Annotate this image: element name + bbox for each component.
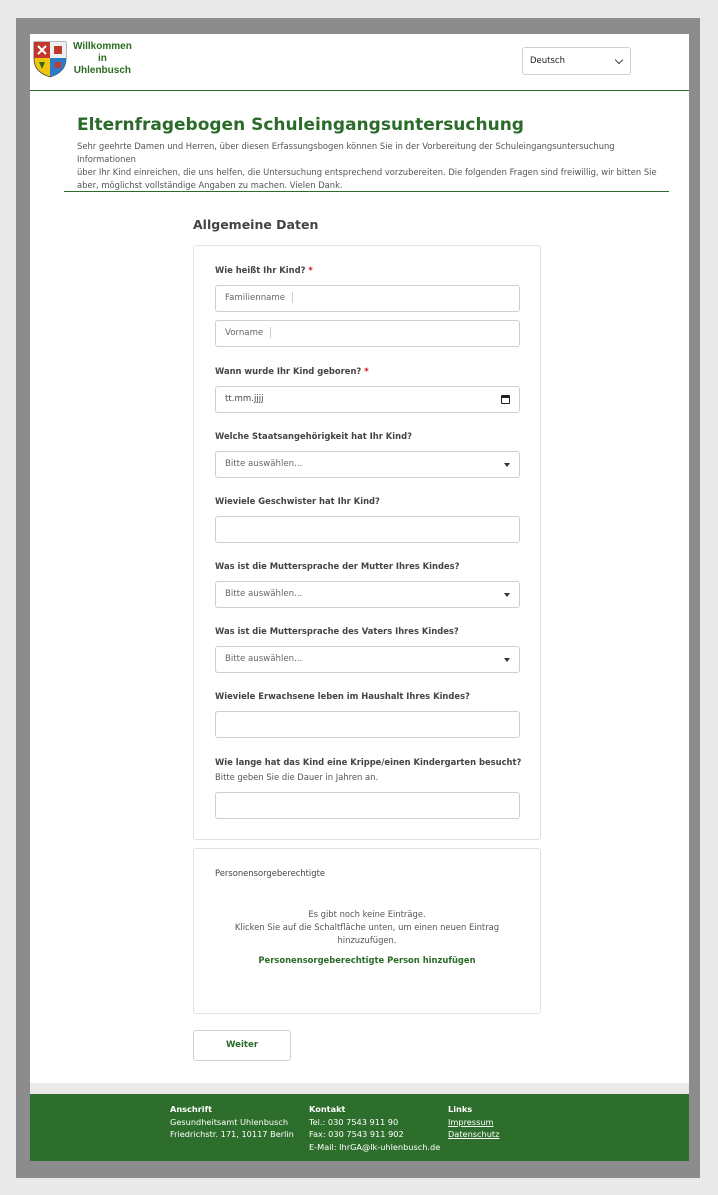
- question-father-language-label: Was ist die Muttersprache des Vaters Ihres Kindes?: [215, 626, 459, 636]
- footer-phone: Tel.: 030 7543 911 90: [309, 1116, 399, 1127]
- site-title[interactable]: [73, 41, 132, 77]
- footer-address-heading: Anschrift: [170, 1104, 213, 1114]
- mother-language-select-value: Bitte auswählen...: [225, 589, 303, 599]
- kindergarten-hint: Bitte geben Sie die Dauer in Jahren an.: [215, 772, 379, 782]
- datenschutz-link[interactable]: Datenschutz: [448, 1129, 500, 1139]
- site-title-line1: Willkommen: [73, 41, 132, 52]
- question-mother-language-label: Was ist die Muttersprache der Mutter Ihres Kindes?: [215, 561, 460, 571]
- adults-input[interactable]: [215, 711, 520, 738]
- footer-email: E-Mail: IhrGA@lk-uhlenbusch.de: [309, 1141, 441, 1152]
- page-title: Elternfragebogen Schuleingangsuntersuchung: [77, 115, 524, 135]
- footer-separator: [30, 1083, 689, 1094]
- question-adults-label: Wieviele Erwachsene leben im Haushalt Ihres Kindes?: [215, 691, 470, 701]
- family-name-placeholder: Familienname: [225, 293, 286, 303]
- intro: [77, 114, 667, 192]
- chevron-down-icon: [615, 56, 623, 64]
- footer-address-line2: Friedrichstr. 171, 10117 Berlin: [170, 1129, 294, 1139]
- birthdate-input[interactable]: [215, 386, 520, 413]
- footer-contact-heading: Kontakt: [309, 1104, 346, 1114]
- question-nationality-label: Welche Staatsangehörigkeit hat Ihr Kind?: [215, 431, 412, 441]
- divider: [64, 191, 669, 192]
- guardians-empty-line3: hinzuzufügen.: [337, 935, 397, 945]
- site-footer: [30, 1094, 689, 1161]
- guardians-title: Personensorgeberechtigte: [215, 868, 326, 878]
- site-header: [30, 34, 689, 91]
- intro-text: [77, 140, 667, 192]
- question-birth-label: [215, 366, 369, 376]
- text-cursor-icon: [292, 292, 293, 303]
- birthdate-placeholder: tt.mm.jjjj: [225, 394, 264, 404]
- required-marker: *: [308, 265, 313, 275]
- page: [30, 34, 689, 1161]
- question-siblings-label: Wieviele Geschwister hat Ihr Kind?: [215, 496, 380, 506]
- next-button[interactable]: Weiter: [193, 1030, 291, 1061]
- nationality-select-value: Bitte auswählen...: [225, 459, 303, 469]
- intro-line-2: über Ihr Kind einreichen, die uns helfen, die Untersuchung entsprechend vorzubereiten. Die folgenden Fragen sind freiwillig, wir bitten Sie: [77, 167, 657, 177]
- calendar-icon[interactable]: [501, 395, 510, 404]
- caret-down-icon: [504, 658, 510, 662]
- footer-fax: Fax: 030 7543 911 902: [309, 1129, 404, 1139]
- family-name-input[interactable]: [215, 285, 520, 312]
- first-name-input[interactable]: [215, 320, 520, 347]
- caret-down-icon: [504, 463, 510, 467]
- nationality-select[interactable]: [215, 451, 520, 478]
- language-select-value: Deutsch: [530, 56, 565, 66]
- first-name-placeholder: Vorname: [225, 328, 264, 338]
- guardians-empty-line2: Klicken Sie auf die Schaltfläche unten, um einen neuen Eintrag: [234, 922, 500, 932]
- father-language-select-value: Bitte auswählen...: [225, 654, 303, 664]
- question-birth-text: Wann wurde Ihr Kind geboren?: [215, 366, 362, 376]
- intro-line-3: aber, möglichst vollständige Angaben zu machen. Vielen Dank.: [77, 180, 343, 190]
- siblings-input[interactable]: [215, 516, 520, 543]
- footer-contact: [309, 1103, 440, 1153]
- question-name-label: [215, 265, 313, 275]
- site-title-line2: in: [97, 53, 107, 64]
- caret-down-icon: [504, 593, 510, 597]
- footer-address-line1: Gesundheitsamt Uhlenbusch: [170, 1116, 289, 1127]
- intro-line-1: Sehr geehrte Damen und Herren, über diesen Erfassungsbogen können Sie in der Vorbereitung der Schuleingangsuntersuchung Informationen: [77, 141, 615, 164]
- footer-address: [170, 1103, 294, 1141]
- footer-links-heading: Links: [448, 1104, 473, 1114]
- guardians-card: [193, 848, 541, 1014]
- site-title-line3: Uhlenbusch: [73, 65, 132, 76]
- language-select[interactable]: [522, 47, 631, 75]
- question-kindergarten-label: Wie lange hat das Kind eine Krippe/einen Kindergarten besucht?: [215, 757, 522, 767]
- coat-of-arms-logo[interactable]: [33, 41, 67, 78]
- general-data-card: [193, 245, 541, 840]
- footer-links: [448, 1103, 499, 1141]
- mother-language-select[interactable]: [215, 581, 520, 608]
- kindergarten-duration-input[interactable]: [215, 792, 520, 819]
- guardians-empty-line1: Es gibt noch keine Einträge.: [308, 909, 426, 919]
- required-marker: *: [364, 366, 369, 376]
- text-cursor-icon: [270, 327, 271, 338]
- add-guardian-link[interactable]: Personensorgeberechtigte Person hinzufügen: [258, 955, 476, 965]
- question-name-text: Wie heißt Ihr Kind?: [215, 265, 306, 275]
- father-language-select[interactable]: [215, 646, 520, 673]
- impressum-link[interactable]: Impressum: [448, 1116, 494, 1127]
- section-title: Allgemeine Daten: [193, 217, 319, 232]
